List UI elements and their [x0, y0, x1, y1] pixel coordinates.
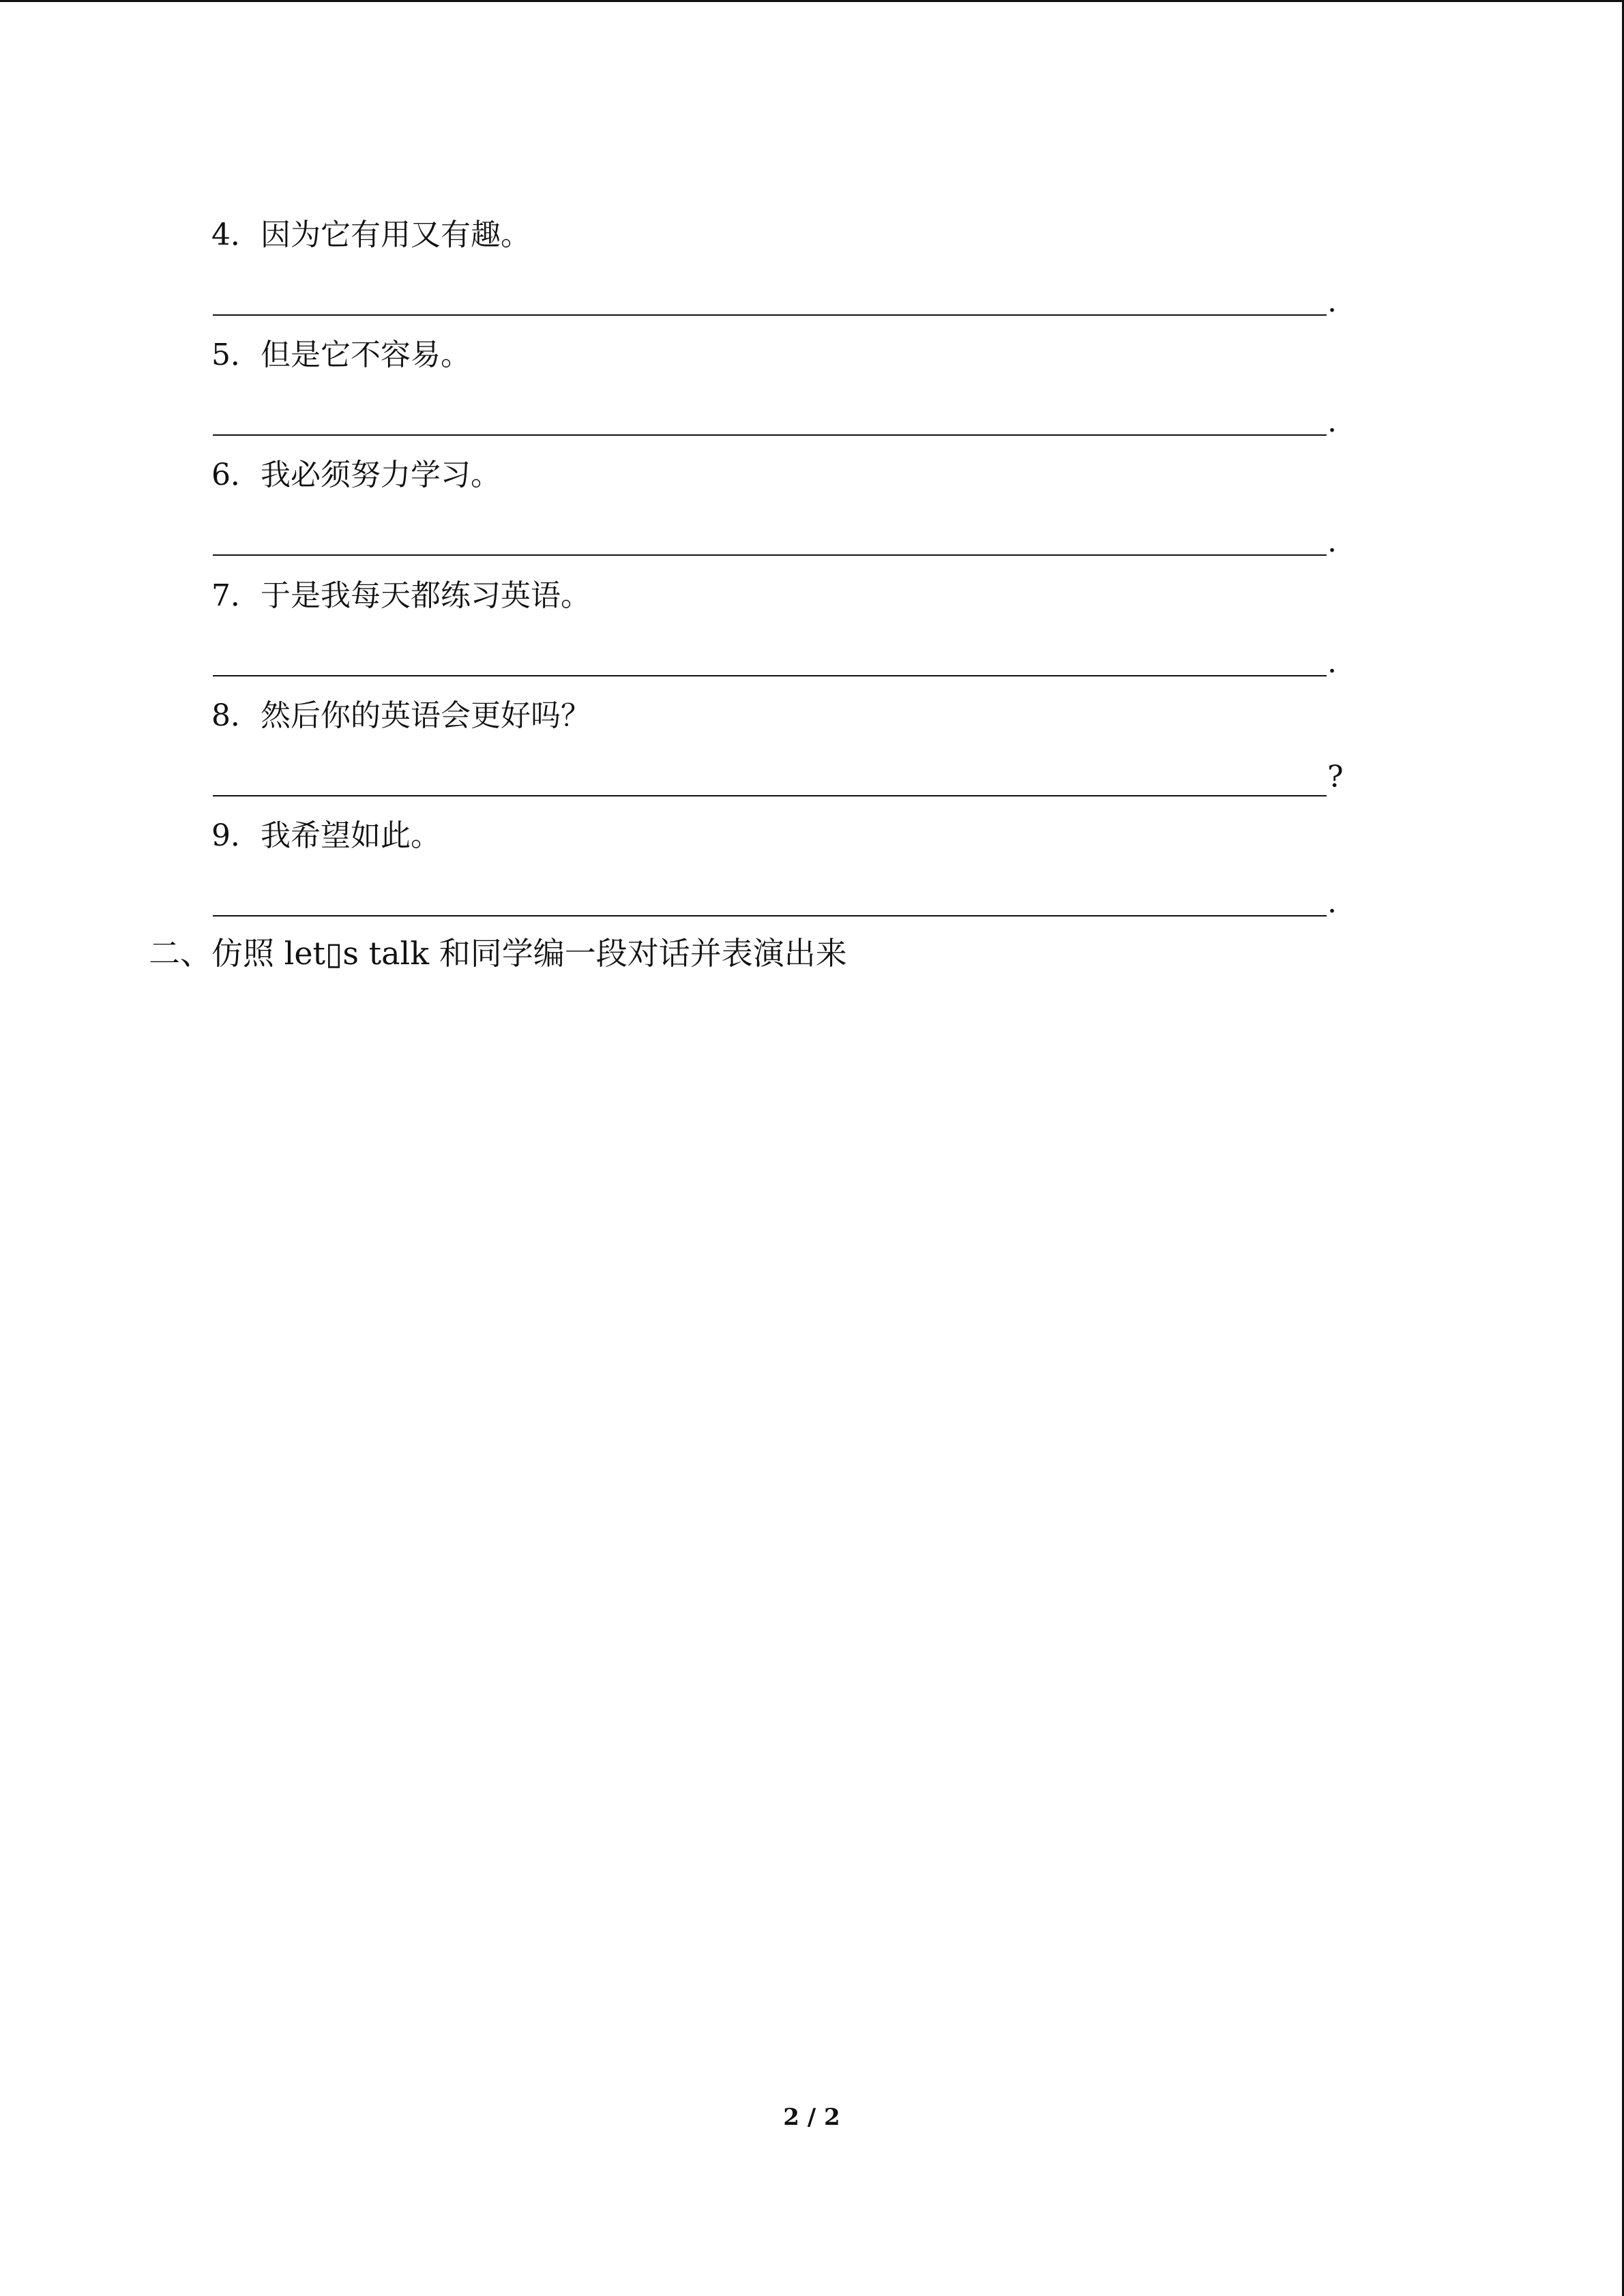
answer-line-7[interactable]	[213, 675, 1327, 676]
answer-line-9[interactable]	[213, 915, 1327, 916]
page-number: 2 / 2	[783, 2104, 840, 2131]
answer-end-punctuation-9: .	[1327, 885, 1337, 920]
answer-line-4[interactable]	[213, 314, 1327, 316]
answer-end-punctuation-8: ?	[1327, 760, 1344, 794]
exercise-item-5: 5．但是它不容易。	[211, 338, 471, 372]
answer-line-5[interactable]	[213, 434, 1327, 436]
exercise-item-7: 7．于是我每天都练习英语。	[211, 578, 591, 613]
exercise-item-9: 9．我希望如此。	[211, 818, 441, 853]
exercise-item-4: 4．因为它有用又有趣。	[211, 218, 531, 252]
section-two-heading: 二、仿照 let▯s talk 和同学编一段对话并表演出来	[149, 935, 847, 972]
exercise-item-6: 6．我必须努力学习。	[211, 458, 501, 492]
answer-end-punctuation-5: .	[1327, 404, 1337, 439]
page-top-border	[0, 0, 1624, 2]
answer-end-punctuation-4: .	[1327, 284, 1337, 319]
answer-line-6[interactable]	[213, 554, 1327, 556]
exercise-item-8: 8．然后你的英语会更好吗？	[211, 698, 591, 733]
answer-end-punctuation-7: .	[1327, 645, 1337, 680]
answer-end-punctuation-6: .	[1327, 524, 1337, 559]
answer-line-8[interactable]	[213, 795, 1327, 796]
